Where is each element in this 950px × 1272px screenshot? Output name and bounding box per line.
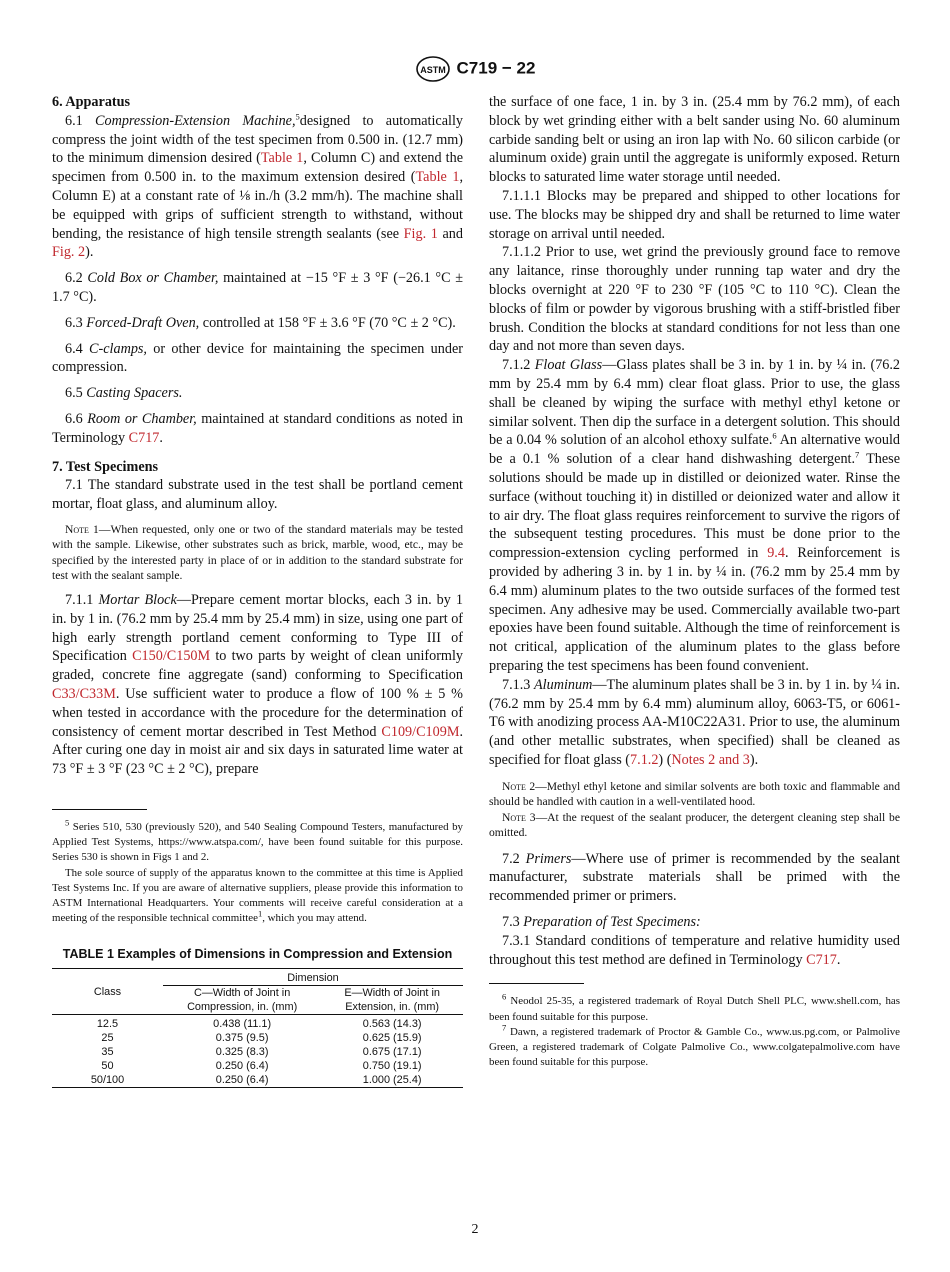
footnote-6: $^6$ Neodol 25-35, a registered trademark of Royal Dutch Shell PLC, www.shell.com, has been found suitable for this purpose. — [489, 991, 900, 1023]
footnote-sole-source: The sole source of supply of the apparatus known to the committee at this time is Applied Test Systems Inc. If you are aware of alternative suppliers, please provide this information to ASTM International Headquarters. Your comments will receive careful consideration at a meeting of the responsible technical committee$^1$, which you may attend. — [52, 866, 463, 925]
table-cell-e: 0.750 (19.1) — [362, 1060, 422, 1073]
page-header — [0, 56, 950, 82]
table-cell-c: 0.325 (8.3) — [215, 1046, 269, 1059]
svg-text:ASTM: ASTM — [419, 65, 446, 75]
para-7-1-1-1: 7.1.1.1 Blocks may be prepared and shipped to other locations for use. The blocks may be shipped dry and shall be returned to lime water storage on arrival until needed. — [489, 187, 900, 242]
table-cell-e: 0.563 (14.3) — [362, 1018, 422, 1031]
left-column — [52, 93, 463, 1088]
table-cell-c: 0.250 (6.4) — [215, 1060, 269, 1073]
table-cell-cls: 25 — [101, 1032, 114, 1045]
c150-link[interactable]: C150/C150M — [132, 648, 211, 665]
table-1-link[interactable]: Table 1 — [415, 169, 460, 186]
para-7-1-3: 7.1.3 Aluminum—The aluminum plates shall be 3 in. by 1 in. by ¼ in. (76.2 mm by 25.4 mm by 6.4 mm) aluminum alloy, 6063-T5, or 6061-T6 with anodizing process AA-M10C22A31. Prior to use, the aluminum (and other metallic substrates, when specified) shall be cleaned as specified for float glass (7.1.2) (Notes 2 and 3). — [489, 676, 901, 768]
table-row — [52, 1059, 463, 1073]
para-7-1-2: 7.1.2 Float Glass—Glass plates shall be 3 in. by 1 in. by ¼ in. (76.2 mm by 25.4 mm by 6.4 mm) clear float glass. Prior to use, the glass shall be cleaned by wiping the surface with methyl ethyl ketone or similar solvent. Then dip the surface in a detergent solution. This should be a 0.04 % solution of an alcohol ethoxy sulfate.$^6$ An alternative would be a 0.1 % solution of a clear hand dishwashing detergent.$^7$ These solutions should be made up in distilled or deionized water. Rinse the surface (without touching it) in distilled or deionized water and allow it to air dry. The float glass requires reinforcement to survive the rigors of the subsequent testing procedures. This must be done prior to the compression-extension cycling performed in 9.4. Reinforcement is provided by adhering 3 in. by 1 in. by ¼ in. (76.2 mm by 25.4 mm by 6.4 mm) aluminum plates to the two outside surfaces of the formed test specimen. Any adhesive may be used. Commercially available two-part epoxies have been found suitable. Although the time of reinforcement is not critical, application of the aluminum plates to the glass before preparing the test specimens has been found convenient. — [489, 357, 901, 674]
footnote-7: $^7$ Dawn, a registered trademark of Proctor & Gamble Co., www.us.pg.com, or Palmolive Green, a registered trademark of Colgate Palmolive Co., www.colgatepalmolive.com have been found suitable for this purpose. — [489, 1022, 900, 1069]
fig-1-link[interactable]: Fig. 1 — [403, 225, 438, 242]
table-cell-cls: 50/100 — [90, 1074, 125, 1087]
page-number: 2 — [471, 1222, 479, 1237]
table-row — [52, 1045, 463, 1059]
table-1-caption: TABLE 1 Examples of Dimensions in Compression and Extension — [62, 947, 453, 962]
col-e-header: E—Width of Joint in Extension, in. (mm) — [344, 987, 440, 1014]
para-7-3-1: 7.3.1 Standard conditions of temperature and relative humidity used throughout this test method are defined in Terminology C717. — [489, 932, 900, 968]
para-6-3: 6.3 Forced-Draft Oven, controlled at 158 °F ± 3.6 °F (70 °C ± 2 °C). — [65, 314, 456, 331]
para-7-1-1: 7.1.1 Mortar Block—Prepare cement mortar blocks, each 3 in. by 1 in. by 1 in. (76.2 mm by 25.4 mm by 25.4 mm) in size, using one part of high early strength portland cement conforming to Type III of Specification C150/C150M to two parts by weight of clean uniformly graded, concrete fine aggregate (sand) conforming to Specification C33/C33M. Use sufficient water to produce a flow of 100 % ± 5 % when tested in accordance with the procedure for the determination of consistency of cement mortar described in Test Method C109/C109M. After curing one day in moist air and six days in saturated lime water at 73 °F ± 3 °F (23 °C ± 2 °C), prepare — [52, 591, 464, 778]
para-6-6: 6.6 Room or Chamber, maintained at standard conditions as noted in Terminology C717. — [52, 410, 463, 446]
table-cell-e: 0.675 (17.1) — [362, 1046, 422, 1059]
note-2: Note 2—Methyl ethyl ketone and similar solvents are both toxic and flammable and should be handled with caution in a well-ventilated hood. — [489, 779, 900, 809]
table-cell-c: 0.375 (9.5) — [215, 1032, 269, 1045]
para-6-1: 6.1 Compression-Extension Machine,$^5$designed to automatically compress the joint width of the test specimen from 0.500 in. (12.7 mm) to the minimum dimension desired (Table 1, Column C) and extend the specimen from 0.500 in. to the maximum extension desired (Table 1, Column E) at a constant rate of ⅛ in./h (3.2 mm/h). The machine shall be equipped with grips of sufficient strength to withstand, without bending, the resistance of high tensile strength sealants (see Fig. 1 and Fig. 2). — [52, 111, 464, 261]
c717-link[interactable]: C717 — [128, 429, 160, 446]
para-6-4: 6.4 C-clamps, or other device for maintaining the specimen under compression. — [52, 340, 463, 376]
table-cell-e: 1.000 (25.4) — [362, 1074, 422, 1087]
c109-link[interactable]: C109/C109M — [381, 723, 460, 740]
table-cell-cls: 35 — [101, 1046, 114, 1059]
dimension-header: Dimension — [163, 969, 463, 986]
section-6-heading: 6. Apparatus — [52, 94, 131, 110]
section-9-4-link[interactable]: 9.4 — [767, 545, 785, 562]
para-7-1-1-2: 7.1.1.2 Prior to use, wet grind the previously ground face to remove any laitance, rinse thoroughly under running tap water and dry the blocks overnight at 220 °F to 230 °F (105 °C to 110 °C). Clean the blocks of film or powder by vigorous brushing with a stiff-bristled fiber brush. Condition the blocks at standard conditions for not less than one day and not more than seven days. — [489, 244, 900, 355]
table-row — [52, 1015, 463, 1032]
note-3: Note 3—At the request of the sealant producer, the detergent cleaning step shall be omitted. — [489, 810, 900, 840]
c717-link[interactable]: C717 — [806, 951, 837, 968]
para-7-3: 7.3 Preparation of Test Specimens: — [502, 914, 701, 931]
col-class-header: Class — [93, 985, 122, 998]
footnote-rule — [489, 983, 584, 984]
para-6-2: 6.2 Cold Box or Chamber, maintained at −15 °F ± 3 °F (−26.1 °C ± 1.7 °C). — [52, 270, 464, 305]
table-1 — [52, 968, 463, 1088]
table-1-link[interactable]: Table 1 — [260, 150, 304, 167]
right-column — [489, 93, 900, 1070]
para-7-1: 7.1 The standard substrate used in the test shall be portland cement mortar, float glass, and aluminum alloy. — [52, 477, 463, 513]
document-designation: C719 − 22 — [456, 58, 536, 78]
table-cell-cls: 12.5 — [96, 1018, 119, 1031]
table-row — [52, 1031, 463, 1045]
table-cell-c: 0.250 (6.4) — [215, 1074, 269, 1087]
para-6-5: 6.5 Casting Spacers. — [65, 385, 183, 402]
footnote-rule — [52, 809, 147, 810]
section-7-heading: 7. Test Specimens — [52, 458, 159, 475]
footnote-5: $^5$ Series 510, 530 (previously 520), and 540 Sealing Compound Testers, manufactured by Applied Test Systems, https://www.atspa.com/, have been found suitable for this purpose. Series 530 is shown in Figs 1 and 2. — [52, 817, 463, 864]
section-7-1-2-link[interactable]: 7.1.2 — [630, 751, 659, 768]
table-cell-cls: 50 — [101, 1060, 114, 1073]
col-c-header: C—Width of Joint in Compression, in. (mm) — [187, 987, 298, 1014]
para-7-1-1-continued: the surface of one face, 1 in. by 3 in. (25.4 mm by 76.2 mm), of each block by wet grinding either with a belt sander using No. 60 aluminum carbide sanding belt or using an iron lap with No. 60 silicon carbide (or aluminum oxide) grain until the aggregate is uniformly exposed. Return blocks to saturated lime water storage until needed. — [489, 94, 900, 186]
fig-2-link[interactable]: Fig. 2 — [52, 244, 86, 261]
note-1: Note 1—When requested, only one or two of the standard materials may be tested with the sample. Likewise, other substrates such as brick, marble, wood, etc., may be specified by the interested party in place of or in addition to the standard substrate for test with the sealant sample. — [52, 522, 463, 583]
c33-link[interactable]: C33/C33M — [52, 685, 116, 702]
table-cell-c: 0.438 (11.1) — [213, 1018, 272, 1031]
table-1-body — [52, 1015, 463, 1088]
para-7-2: 7.2 Primers—Where use of primer is recommended by the sealant manufacturer, substrate materials shall be primed with the recommended primer or primers. — [489, 850, 900, 905]
table-cell-e: 0.625 (15.9) — [362, 1032, 422, 1045]
astm-logo-icon — [415, 56, 451, 82]
notes-2-3-link[interactable]: Notes 2 and 3 — [671, 751, 750, 768]
table-row — [52, 1073, 463, 1088]
